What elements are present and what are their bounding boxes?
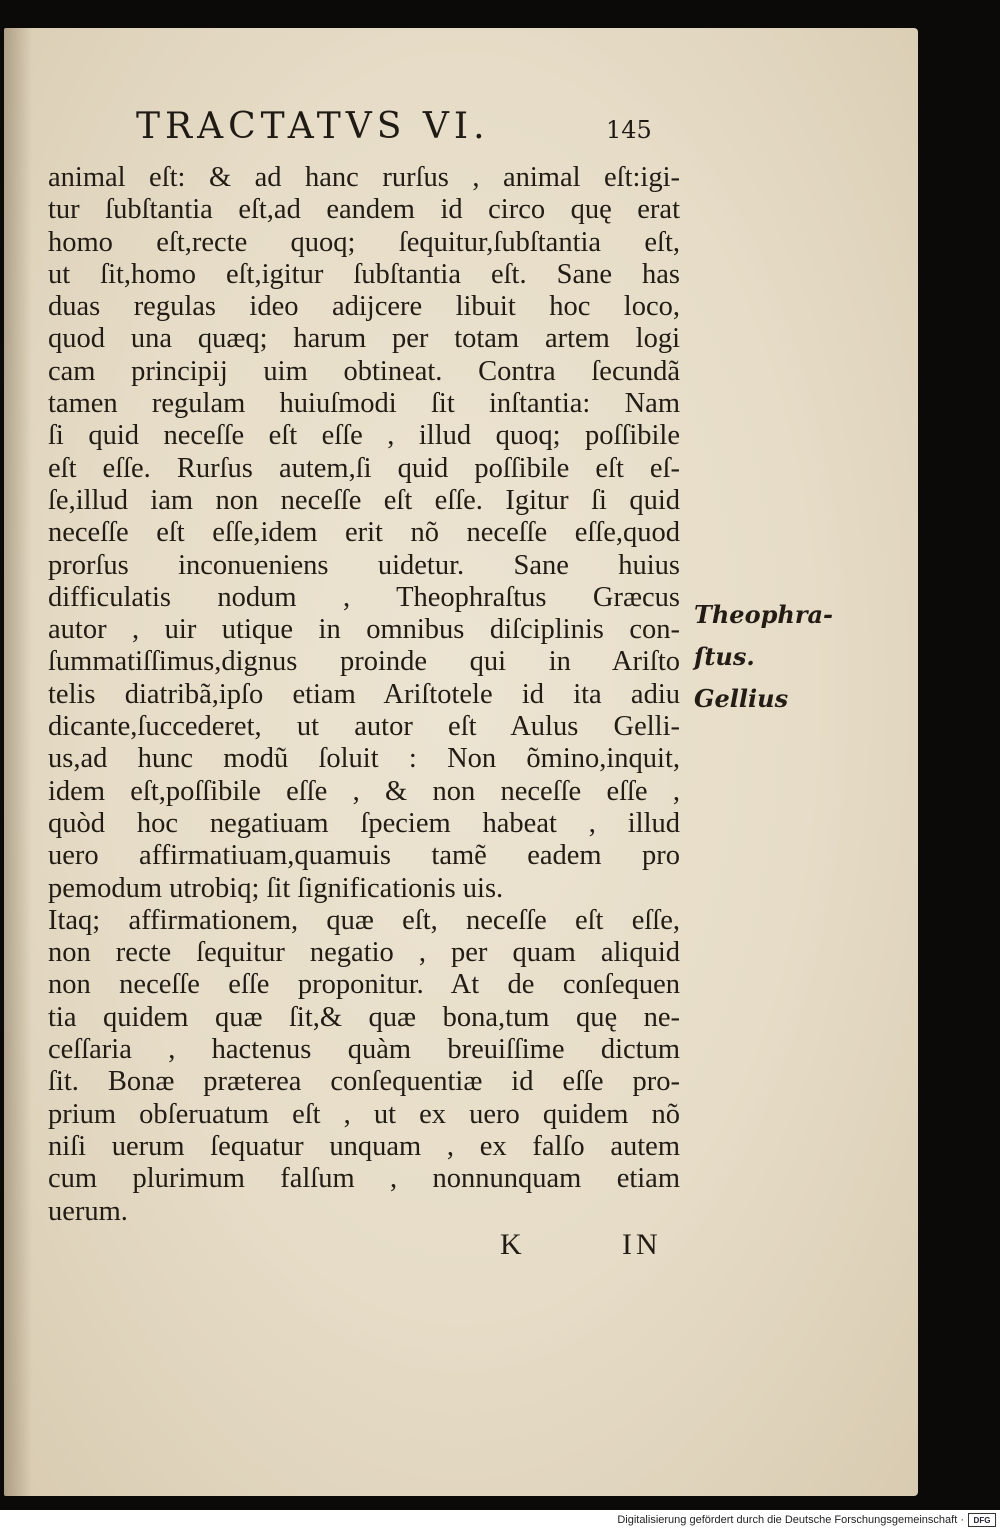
text-line: ut ſit,homo eſt,igitur ſubſtantia eſt. Sane has [48,258,680,290]
funding-credit: Digitalisierung gefördert durch die Deutsche Forschungsgemeinschaft · [617,1514,964,1526]
text-line: animal eſt: & ad hanc rurſus , animal eſt:igi- [48,162,680,193]
footer-bar [0,1510,1000,1531]
text-line: niſi uerum ſequatur unquam , ex falſo autem [48,1130,680,1162]
text-line: idem eſt,poſſibile eſſe , & non neceſſe eſſe , [48,775,680,807]
text-line: non neceſſe eſſe proponitur. At de conſequen [48,969,680,1001]
text-line: duas regulas ideo adijcere libuit hoc loco, [48,291,680,323]
marginal-note: Gellius [694,684,789,713]
body-text [48,162,688,1228]
marginal-note: Theophra- [694,600,833,629]
text-line: us,ad hunc modũ ſoluit : Non õmino,inquit, [48,743,680,775]
book-page [4,28,918,1496]
text-line: ceſſaria , hactenus quàm breuiſſime dictum [48,1034,680,1066]
text-line: prorſus inconueniens uidetur. Sane huius [48,549,680,581]
text-line: telis diatribã,ipſo etiam Ariſtotele id ita adiu [48,678,680,710]
text-line: quod una quæq; harum per totam artem logi [48,323,680,355]
text-line: quòd hoc negatiuam ſpeciem habeat , illud [48,807,680,839]
text-line: cam principij uim obtineat. Contra ſecundã [48,355,680,387]
signature-mark: K [500,1228,526,1261]
text-line: tia quidem quæ ſit,& quæ bona,tum quę ne- [48,1001,680,1033]
page-number: 145 [606,116,652,144]
marginal-notes [694,594,833,720]
text-line: uerum. [48,1195,128,1227]
text-line: prium obſeruatum eſt , ut ex uero quidem nõ [48,1098,680,1130]
text-line: ſi quid neceſſe eſt eſſe , illud quoq; poſſibile [48,420,680,452]
text-line: neceſſe eſt eſſe,idem erit nõ neceſſe eſſe,quod [48,517,680,549]
running-head: TRACTATVS VI. [136,106,490,147]
text-line: homo eſt,recte quoq; ſequitur,ſubſtantia eſt, [48,226,680,258]
text-line: cum plurimum falſum , nonnunquam etiam [48,1163,680,1195]
text-line: Itaq; affirmationem, quæ eſt, neceſſe eſt eſſe, [48,904,680,936]
text-line: ſit. Bonæ præterea conſequentiæ id eſſe pro- [48,1066,680,1098]
text-line: non recte ſequitur negatio , per quam aliquid [48,937,680,969]
text-line: tur ſubſtantia eſt,ad eandem id circo quę erat [48,194,680,226]
text-line: ſe,illud iam non neceſſe eſt eſſe. Igitur ſi quid [48,484,680,516]
catchword: IN [622,1228,662,1261]
text-line: pemodum utrobiq; ſit ſignificationis uis. [48,872,504,904]
marginal-note: ſtus. [694,642,755,671]
text-line: uero affirmatiuam,quamuis tamẽ eadem pro [48,840,680,872]
text-line: autor , uir utique in omnibus diſciplinis con- [48,614,680,646]
text-line: tamen regulam huiuſmodi ſit inſtantia: Nam [48,388,680,420]
text-line: dicante,ſuccederet, ut autor eſt Aulus Gelli- [48,711,680,743]
dfg-logo-icon: DFG [968,1513,996,1527]
text-line: ſummatiſſimus,dignus proinde qui in Ariſto [48,646,680,678]
text-line: eſt eſſe. Rurſus autem,ſi quid poſſibile eſt eſ- [48,452,680,484]
text-line: difficulatis nodum , Theophraſtus Græcus [48,581,680,613]
